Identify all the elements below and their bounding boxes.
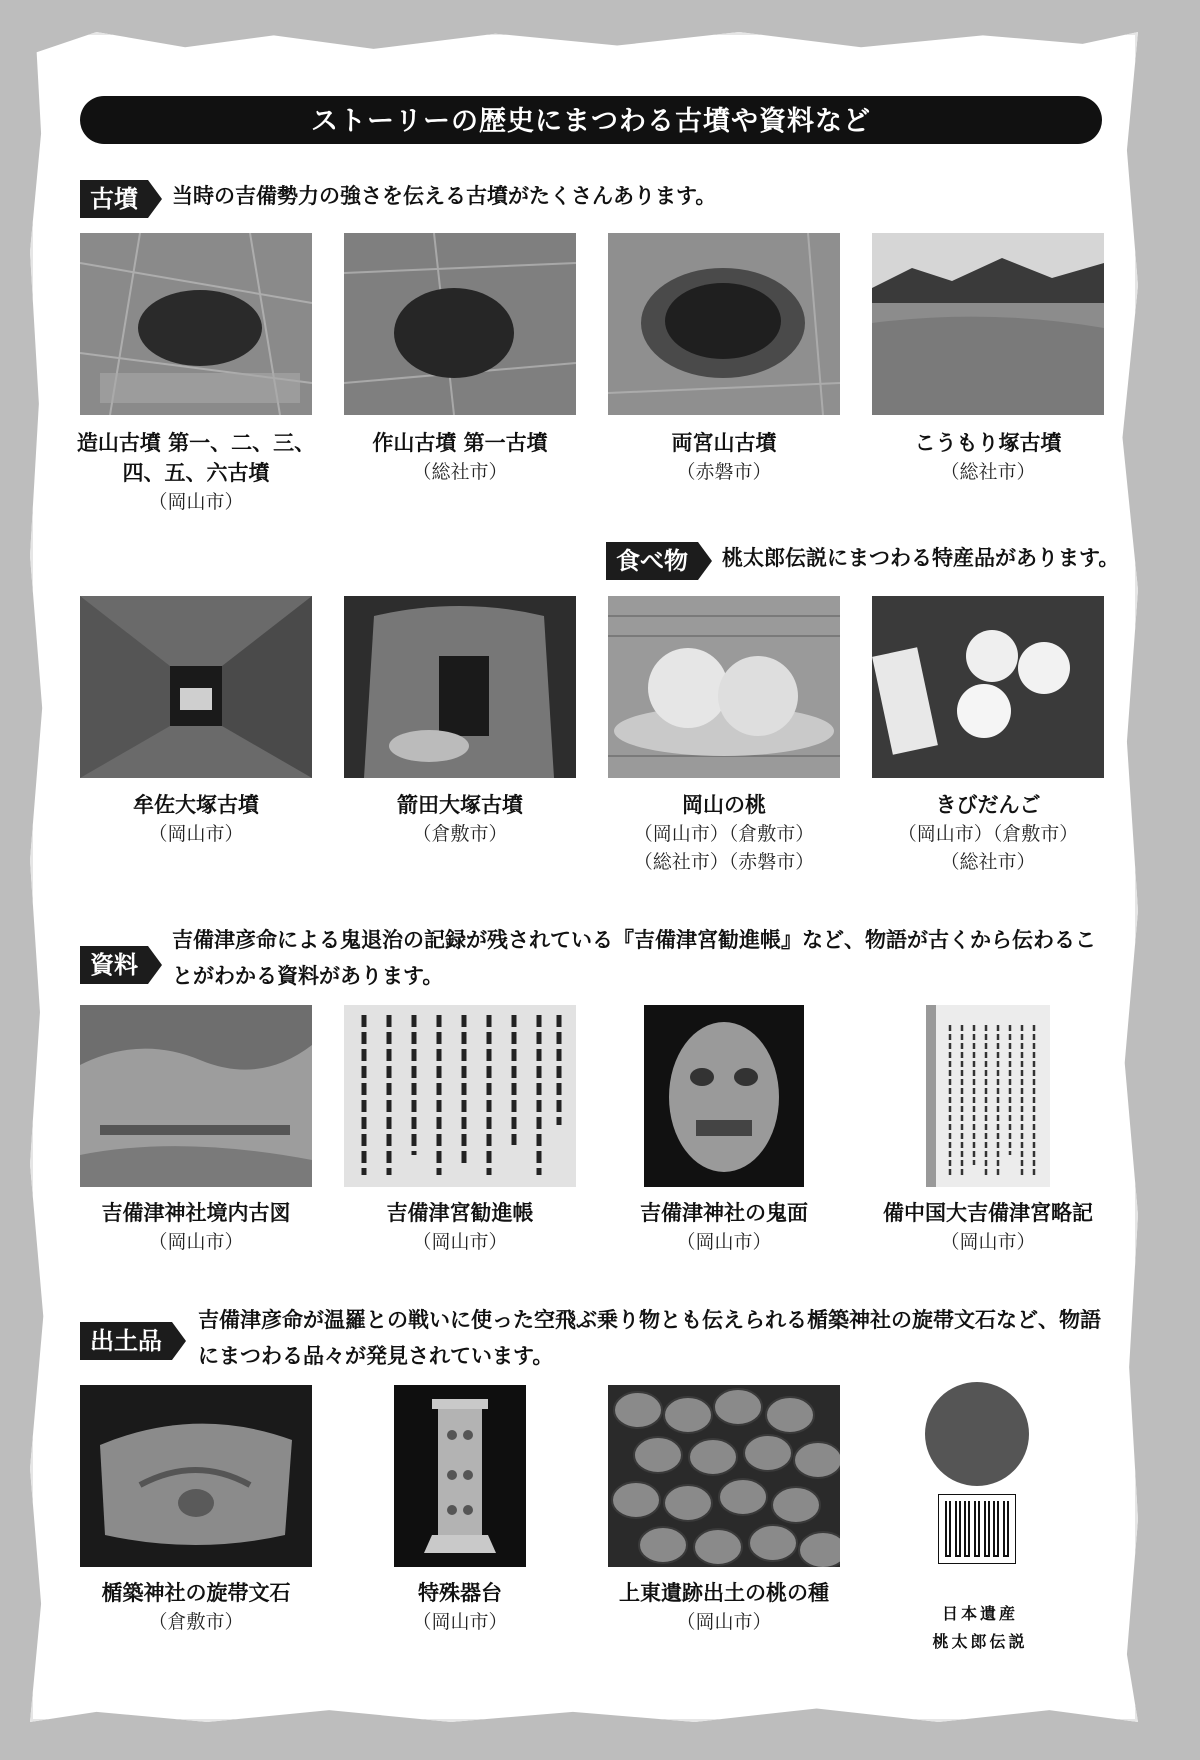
item-title: 両宮山古墳 <box>671 431 777 455</box>
photo-okayama-peach <box>608 596 840 778</box>
section-intro-kofun: 当時の吉備勢力の強さを伝える古墳がたくさんあります。 <box>172 184 717 208</box>
item-city-2: （総社市） <box>940 851 1036 873</box>
section-tag-kofun: 古墳 <box>80 180 148 218</box>
item-title: 箭田大塚古墳 <box>397 793 523 817</box>
section-tag-excavated: 出土品 <box>80 1322 172 1360</box>
section-intro-shiryo: 吉備津彦命による鬼退治の記録が残されている『吉備津宮勧進帳』など、物語が古くから伝わることがわかる資料があります。 <box>172 928 1096 988</box>
item-title: 楯築神社の旋帯文石 <box>101 1581 291 1605</box>
item-title: きびだんご <box>935 793 1041 817</box>
logo-line-1: 日本遺産 <box>941 1604 1018 1623</box>
item-title: 牟佐大塚古墳 <box>133 793 259 817</box>
caption-sakuyama <box>330 428 590 486</box>
item-city: （岡山市） <box>676 1231 772 1253</box>
caption-ryoguyama <box>594 428 854 486</box>
item-city: （岡山市） <box>148 491 244 513</box>
item-city: （岡山市） <box>148 1231 244 1253</box>
item-title: 作山古墳 第一古墳 <box>372 431 548 455</box>
photo-tsukuriyama-kofun <box>80 233 312 415</box>
caption-musa-otsuka <box>66 790 326 848</box>
caption-tokushu-kidai <box>330 1578 590 1636</box>
item-title: 造山古墳 第一、二、三、四、五、六古墳 <box>76 431 316 485</box>
photo-musa-otsuka-kofun <box>80 596 312 778</box>
photo-kibitsu-onimen <box>644 1005 804 1187</box>
photo-kibidango <box>872 596 1104 778</box>
caption-okayama-peach <box>594 790 854 876</box>
section-tag-food: 食べ物 <box>606 542 698 580</box>
section-intro-excavated: 吉備津彦命が温羅との戦いに使った空飛ぶ乗り物とも伝えられる楯築神社の旋帯文石など、物語にまつわる品々が発見されています。 <box>198 1308 1101 1368</box>
caption-ryakki <box>858 1198 1118 1256</box>
item-title: 吉備津神社の鬼面 <box>640 1201 808 1225</box>
photo-sentaimonseki <box>80 1385 312 1567</box>
item-city-2: （総社市）（赤磐市） <box>633 851 815 873</box>
item-city: （総社市） <box>940 461 1036 483</box>
photo-tokushu-kidai <box>394 1385 526 1567</box>
page-title: ストーリーの歴史にまつわる古墳や資料など <box>80 96 1102 144</box>
item-title: 岡山の桃 <box>682 793 766 817</box>
item-city: （岡山市） <box>412 1611 508 1633</box>
photo-momo-no-tane <box>608 1385 840 1567</box>
logo-line-2: 桃太郎伝説 <box>932 1632 1028 1651</box>
caption-keidai-kozu <box>66 1198 326 1256</box>
photo-bitchu-ryakki <box>926 1005 1050 1187</box>
item-title: 上東遺跡出土の桃の種 <box>619 1581 829 1605</box>
japan-heritage-logo-mark <box>938 1494 1016 1564</box>
japan-heritage-logo-text <box>900 1600 1060 1656</box>
photo-koumorizuka-kofun <box>872 233 1104 415</box>
item-city: （倉敷市） <box>412 823 508 845</box>
item-title: 吉備津神社境内古図 <box>101 1201 291 1225</box>
caption-kanjincho <box>330 1198 590 1256</box>
item-city: （倉敷市） <box>148 1611 244 1633</box>
caption-kibidango <box>858 790 1118 876</box>
japan-heritage-logo-circle <box>925 1382 1029 1486</box>
caption-koumorizuka <box>858 428 1118 486</box>
photo-ryoguyama-kofun <box>608 233 840 415</box>
photo-kibitsu-keidai-kozu <box>80 1005 312 1187</box>
caption-tsukuriyama <box>66 428 326 516</box>
item-city: （岡山市） <box>940 1231 1036 1253</box>
photo-yata-otsuka-kofun <box>344 596 576 778</box>
item-city: （岡山市）（倉敷市） <box>897 823 1079 845</box>
item-city: （赤磐市） <box>676 461 772 483</box>
section-intro-food: 桃太郎伝説にまつわる特産品があります。 <box>722 546 1120 570</box>
item-title: 特殊器台 <box>418 1581 502 1605</box>
photo-tsukuriyama-kofun-soja <box>344 233 576 415</box>
caption-momo-no-tane <box>594 1578 854 1636</box>
item-city: （岡山市） <box>412 1231 508 1253</box>
section-tag-shiryo: 資料 <box>80 946 148 984</box>
caption-sentaimonseki <box>66 1578 326 1636</box>
photo-kibitsu-kanjincho <box>344 1005 576 1187</box>
caption-yata-otsuka <box>330 790 590 848</box>
item-title: 吉備津宮勧進帳 <box>386 1201 534 1225</box>
item-city: （岡山市） <box>148 823 244 845</box>
item-city: （岡山市） <box>676 1611 772 1633</box>
item-title: こうもり塚古墳 <box>914 431 1062 455</box>
item-city: （岡山市）（倉敷市） <box>633 823 815 845</box>
item-city: （総社市） <box>412 461 508 483</box>
item-title: 備中国大吉備津宮略記 <box>883 1201 1093 1225</box>
caption-onimen <box>594 1198 854 1256</box>
